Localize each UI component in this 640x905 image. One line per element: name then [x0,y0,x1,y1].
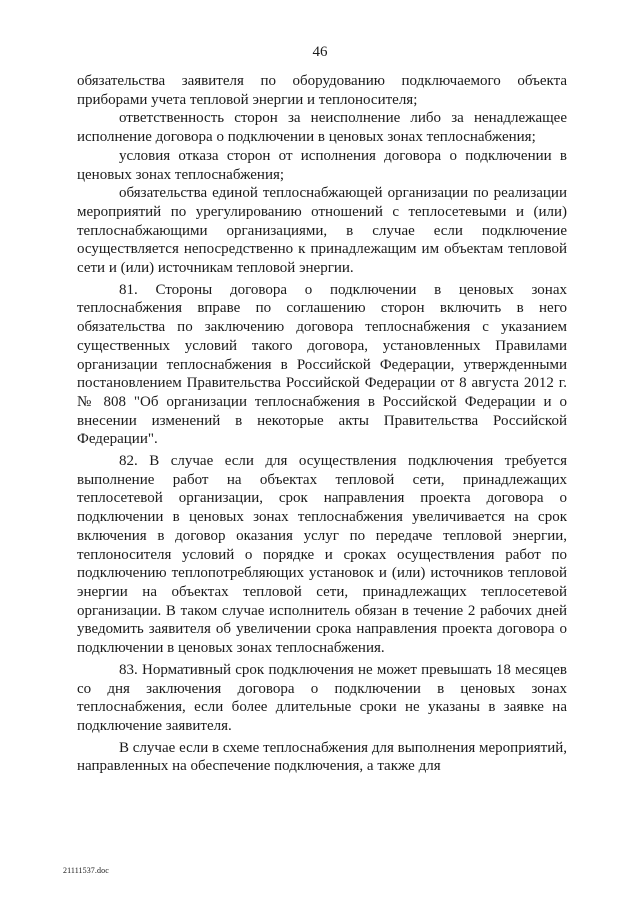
page-number: 46 [312,44,328,60]
document-body [77,72,567,776]
paragraph-82: 82. В случае если для осуществления подключения требуется выполнение работ на объектах тепловой сети, принадлежащих теплосетевой организации, срок направления проекта договора о подключении в ценовых зонах теплоснабжения увеличивается на срок включения в договор оказания услуг по передаче тепловой энергии, теплоносителя условий о порядке и сроках осуществления работ по подключению теплопотребляющих установок и (или) источников тепловой энергии на объектах тепловой сети, принадлежащих теплосетевой организации. В таком случае исполнитель обязан в течение 2 рабочих дней уведомить заявителя об увеличении срока направления проекта договора о подключении в ценовых зонах теплоснабжения. [77,453,567,657]
paragraph-refusal-conditions: условия отказа сторон от исполнения договора о подключении в ценовых зонах теплоснабжения; [77,147,567,183]
paragraph-metering-obligations: обязательства заявителя по оборудованию подключаемого объекта приборами учета тепловой энергии и теплоносителя; [77,73,567,108]
paragraph-81: 81. Стороны договора о подключении в ценовых зонах теплоснабжения вправе по соглашению сторон включить в него обязательства по заключению договора теплоснабжения с указанием существенных условий такого договора, установленных Правилами организации теплоснабжения в Российской Федерации, утвержденными постановлением Правительства Российской Федерации от 8 августа 2012 г. № 808 "Об организации теплоснабжения в Российской Федерации и о внесении изменений в некоторые акты Правительства Российской Федерации". [77,281,567,448]
footer-document-code: 21111537.doc [63,866,109,875]
paragraph-liability: ответственность сторон за неисполнение либо за ненадлежащее исполнение договора о подключении в ценовых зонах теплоснабжения; [77,110,567,146]
paragraph-continuation: В случае если в схеме теплоснабжения для выполнения мероприятий, направленных на обеспечение подключения, а также для [77,739,567,775]
paragraph-83: 83. Нормативный срок подключения не может превышать 18 месяцев со дня заключения договора о подключении в ценовых зонах теплоснабжения, если более длительные сроки не указаны в заявке на подключение заявителя. [77,661,567,734]
paragraph-supplier-obligations: обязательства единой теплоснабжающей организации по реализации мероприятий по урегулированию отношений с теплосетевыми и (или) теплоснабжающими организациями, в случае если подключение осуществляется непосредственно к принадлежащим им объектам тепловой сети и (или) источникам тепловой энергии. [77,185,567,277]
